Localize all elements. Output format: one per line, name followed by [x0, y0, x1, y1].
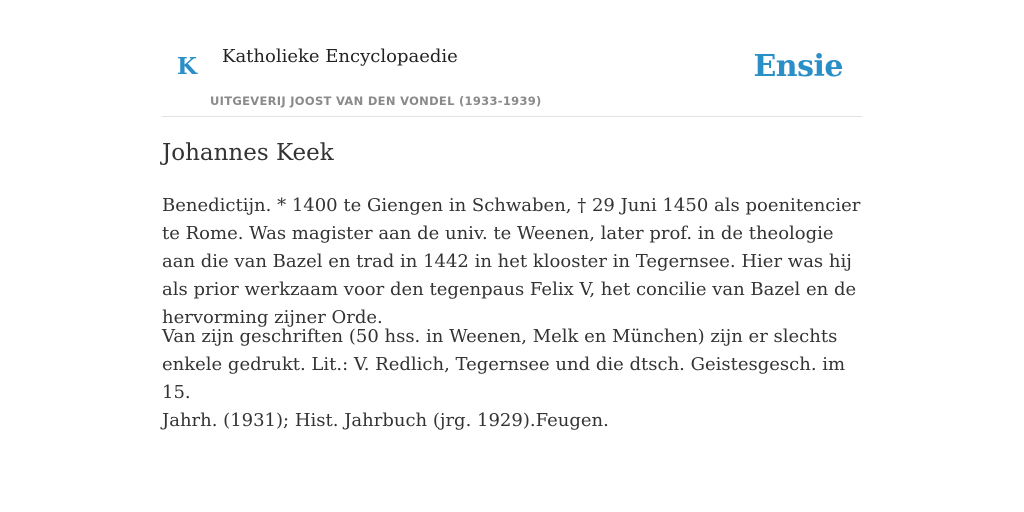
- header: [162, 0, 862, 117]
- publisher-subtitle: UITGEVERIJ JOOST VAN DEN VONDEL (1933-1939): [210, 94, 542, 108]
- article-title: Johannes Keek: [162, 140, 334, 166]
- article-paragraph: Jahrh. (1931); Hist. Jahrbuch (jrg. 1929).Feugen.: [162, 410, 609, 431]
- publication-title[interactable]: Katholieke Encyclopaedie: [222, 46, 458, 67]
- article-page: [162, 0, 862, 431]
- ensie-logo-link[interactable]: Ensie: [753, 49, 843, 84]
- article-paragraph: Benedictijn. * 1400 te Giengen in Schwaben, † 29 Juni 1450 als poenitencier te Rome. Was magister aan de univ. te Weenen, later prof. in de theologie aan die van Bazel en trad in 1442 in het klooster in Tegernsee. Hier was hij als prior werkzaam voor den tegenpaus Felix V, het concilie van Bazel en de hervorming zijner Orde.: [162, 195, 861, 328]
- article-paragraph: Van zijn geschriften (50 hss. in Weenen, Melk en München) zijn er slechts enkele gedrukt. Lit.: V. Redlich, Tegernsee und die dtsch. Geistesgesch. im 15.: [162, 326, 846, 403]
- encyclopedia-logo-icon[interactable]: K: [177, 53, 197, 80]
